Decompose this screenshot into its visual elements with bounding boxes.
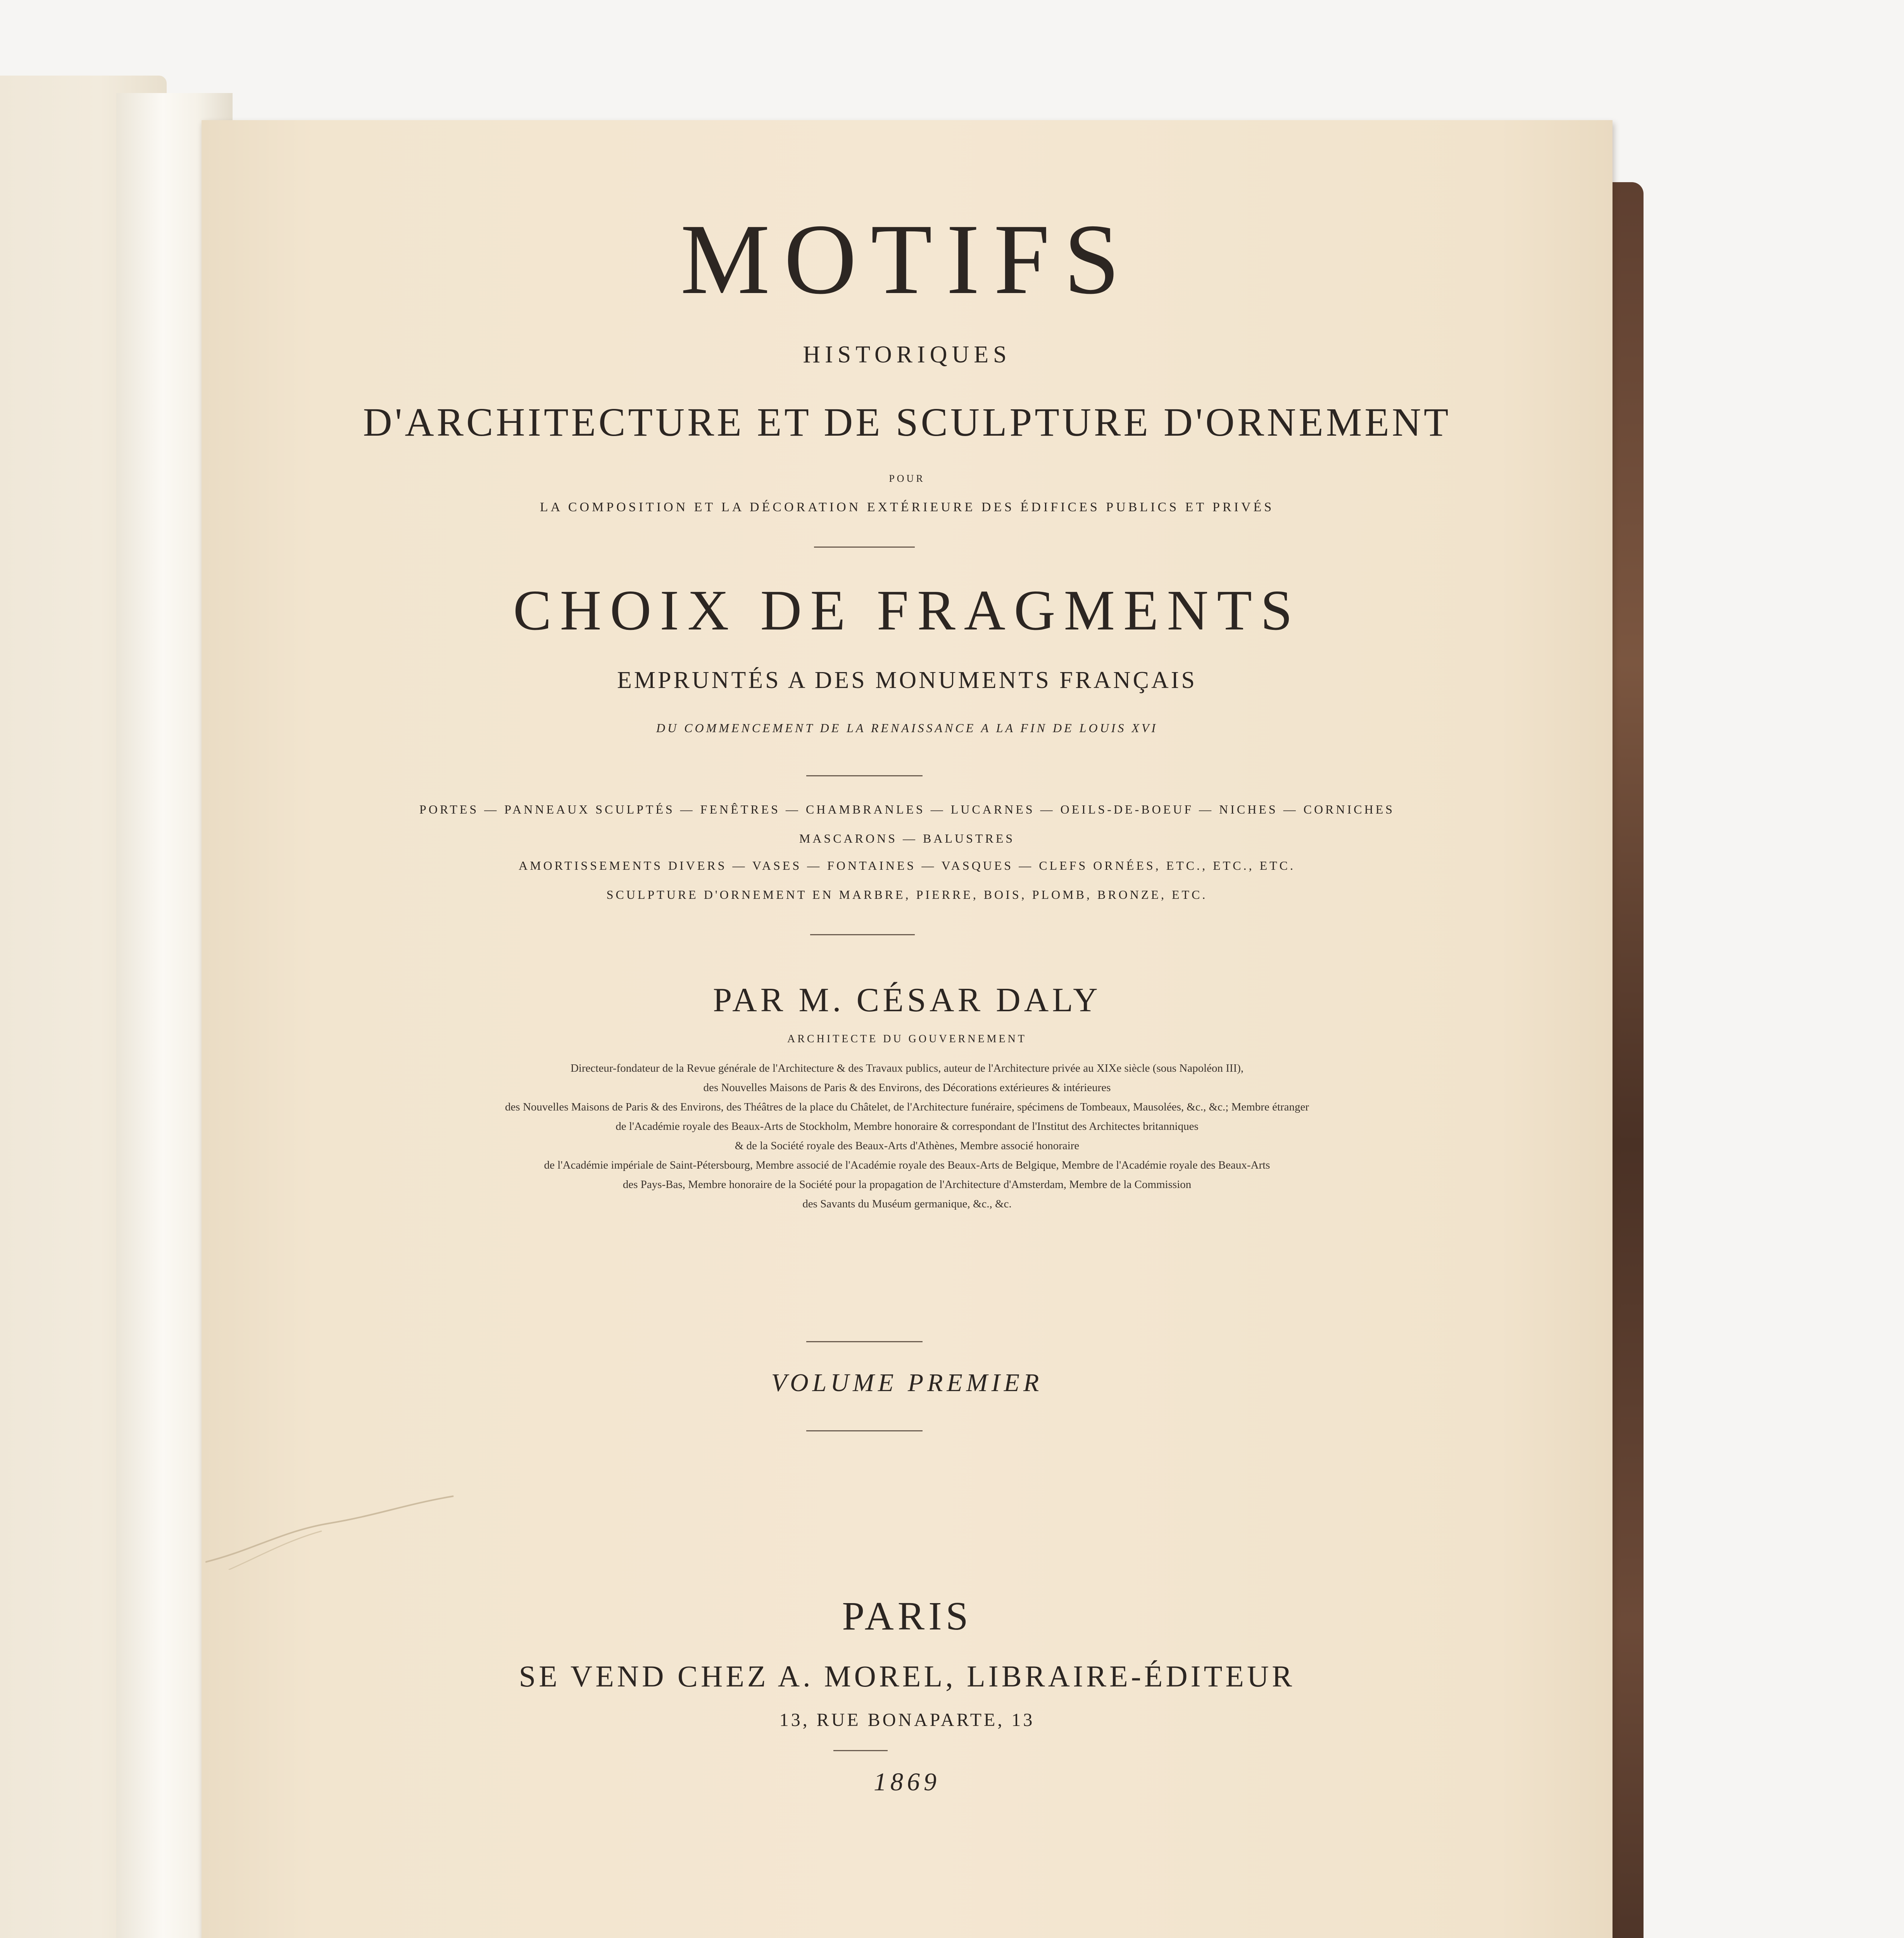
divider-rule <box>833 1750 888 1751</box>
divider-rule <box>810 934 915 935</box>
imprint-city: PARIS <box>842 1594 972 1638</box>
contents-line: PORTES — PANNEAUX SCULPTÉS — FENÊTRES — CHAMBRANLES — LUCARNES — OEILS-DE-BOEUF — NICHES — CORNICHES <box>419 802 1395 816</box>
imprint-year: 1869 <box>874 1768 940 1796</box>
imprint-address: 13, RUE BONAPARTE, 13 <box>779 1710 1035 1730</box>
subtitle-historiques: HISTORIQUES <box>803 341 1011 368</box>
section-subtitle: EMPRUNTÉS A DES MONUMENTS FRANÇAIS <box>617 667 1197 693</box>
contents-line: AMORTISSEMENTS DIVERS — VASES — FONTAINES — VASQUES — CLEFS ORNÉES, ETC., ETC., ETC. <box>519 859 1295 872</box>
contents-line: MASCARONS — BALUSTRES <box>799 831 1015 845</box>
imprint-publisher: SE VEND CHEZ A. MOREL, LIBRAIRE-ÉDITEUR <box>519 1659 1295 1693</box>
volume-label: VOLUME PREMIER <box>771 1369 1043 1397</box>
subtitle-architecture: D'ARCHITECTURE ET DE SCULPTURE D'ORNEMENT <box>363 400 1451 445</box>
credential-line: de l'Académie royale des Beaux-Arts de Stockholm, Membre honoraire & correspondant de l'Institut des Architectes britanniques <box>616 1120 1199 1133</box>
credential-line: des Nouvelles Maisons de Paris & des Environs, des Théâtres de la place du Châtelet, de l'Architecture funéraire, spécimens de Tombeaux, Mausolées, &c., &c.; Membre étranger <box>505 1101 1309 1113</box>
paper-crease-mark <box>205 1473 457 1570</box>
period-line: DU COMMENCEMENT DE LA RENAISSANCE A LA FIN DE LOUIS XVI <box>656 721 1158 735</box>
author-name: PAR M. CÉSAR DALY <box>713 981 1101 1019</box>
divider-rule <box>806 1341 923 1342</box>
credential-line: Directeur-fondateur de la Revue générale de l'Architecture & des Travaux publics, auteur de l'Architecture privée au XIXe siècle (sous Napoléon III), <box>570 1062 1244 1074</box>
main-title: MOTIFS <box>680 203 1134 315</box>
author-role: ARCHITECTE DU GOUVERNEMENT <box>787 1033 1027 1045</box>
subtitle-pour: POUR <box>889 473 925 484</box>
credential-line: des Nouvelles Maisons de Paris & des Environs, des Décorations extérieures & intérieures <box>703 1081 1111 1094</box>
divider-rule <box>806 775 923 776</box>
divider-rule <box>806 1430 923 1431</box>
divider-rule <box>814 547 915 548</box>
credential-line: de l'Académie impériale de Saint-Pétersbourg, Membre associé de l'Académie royale des Beaux-Arts de Belgique, Membre de l'Académie royale des Beaux-Arts <box>544 1159 1270 1171</box>
subtitle-purpose: LA COMPOSITION ET LA DÉCORATION EXTÉRIEURE DES ÉDIFICES PUBLICS ET PRIVÉS <box>540 500 1275 514</box>
contents-line: SCULPTURE D'ORNEMENT EN MARBRE, PIERRE, BOIS, PLOMB, BRONZE, ETC. <box>606 888 1208 902</box>
section-title: CHOIX DE FRAGMENTS <box>513 579 1301 642</box>
credential-line: & de la Société royale des Beaux-Arts d'Athènes, Membre associé honoraire <box>735 1140 1080 1152</box>
credential-line: des Pays-Bas, Membre honoraire de la Société pour la propagation de l'Architecture d'Amsterdam, Membre de la Commission <box>623 1178 1192 1191</box>
credential-line: des Savants du Muséum germanique, &c., &c. <box>802 1198 1012 1210</box>
